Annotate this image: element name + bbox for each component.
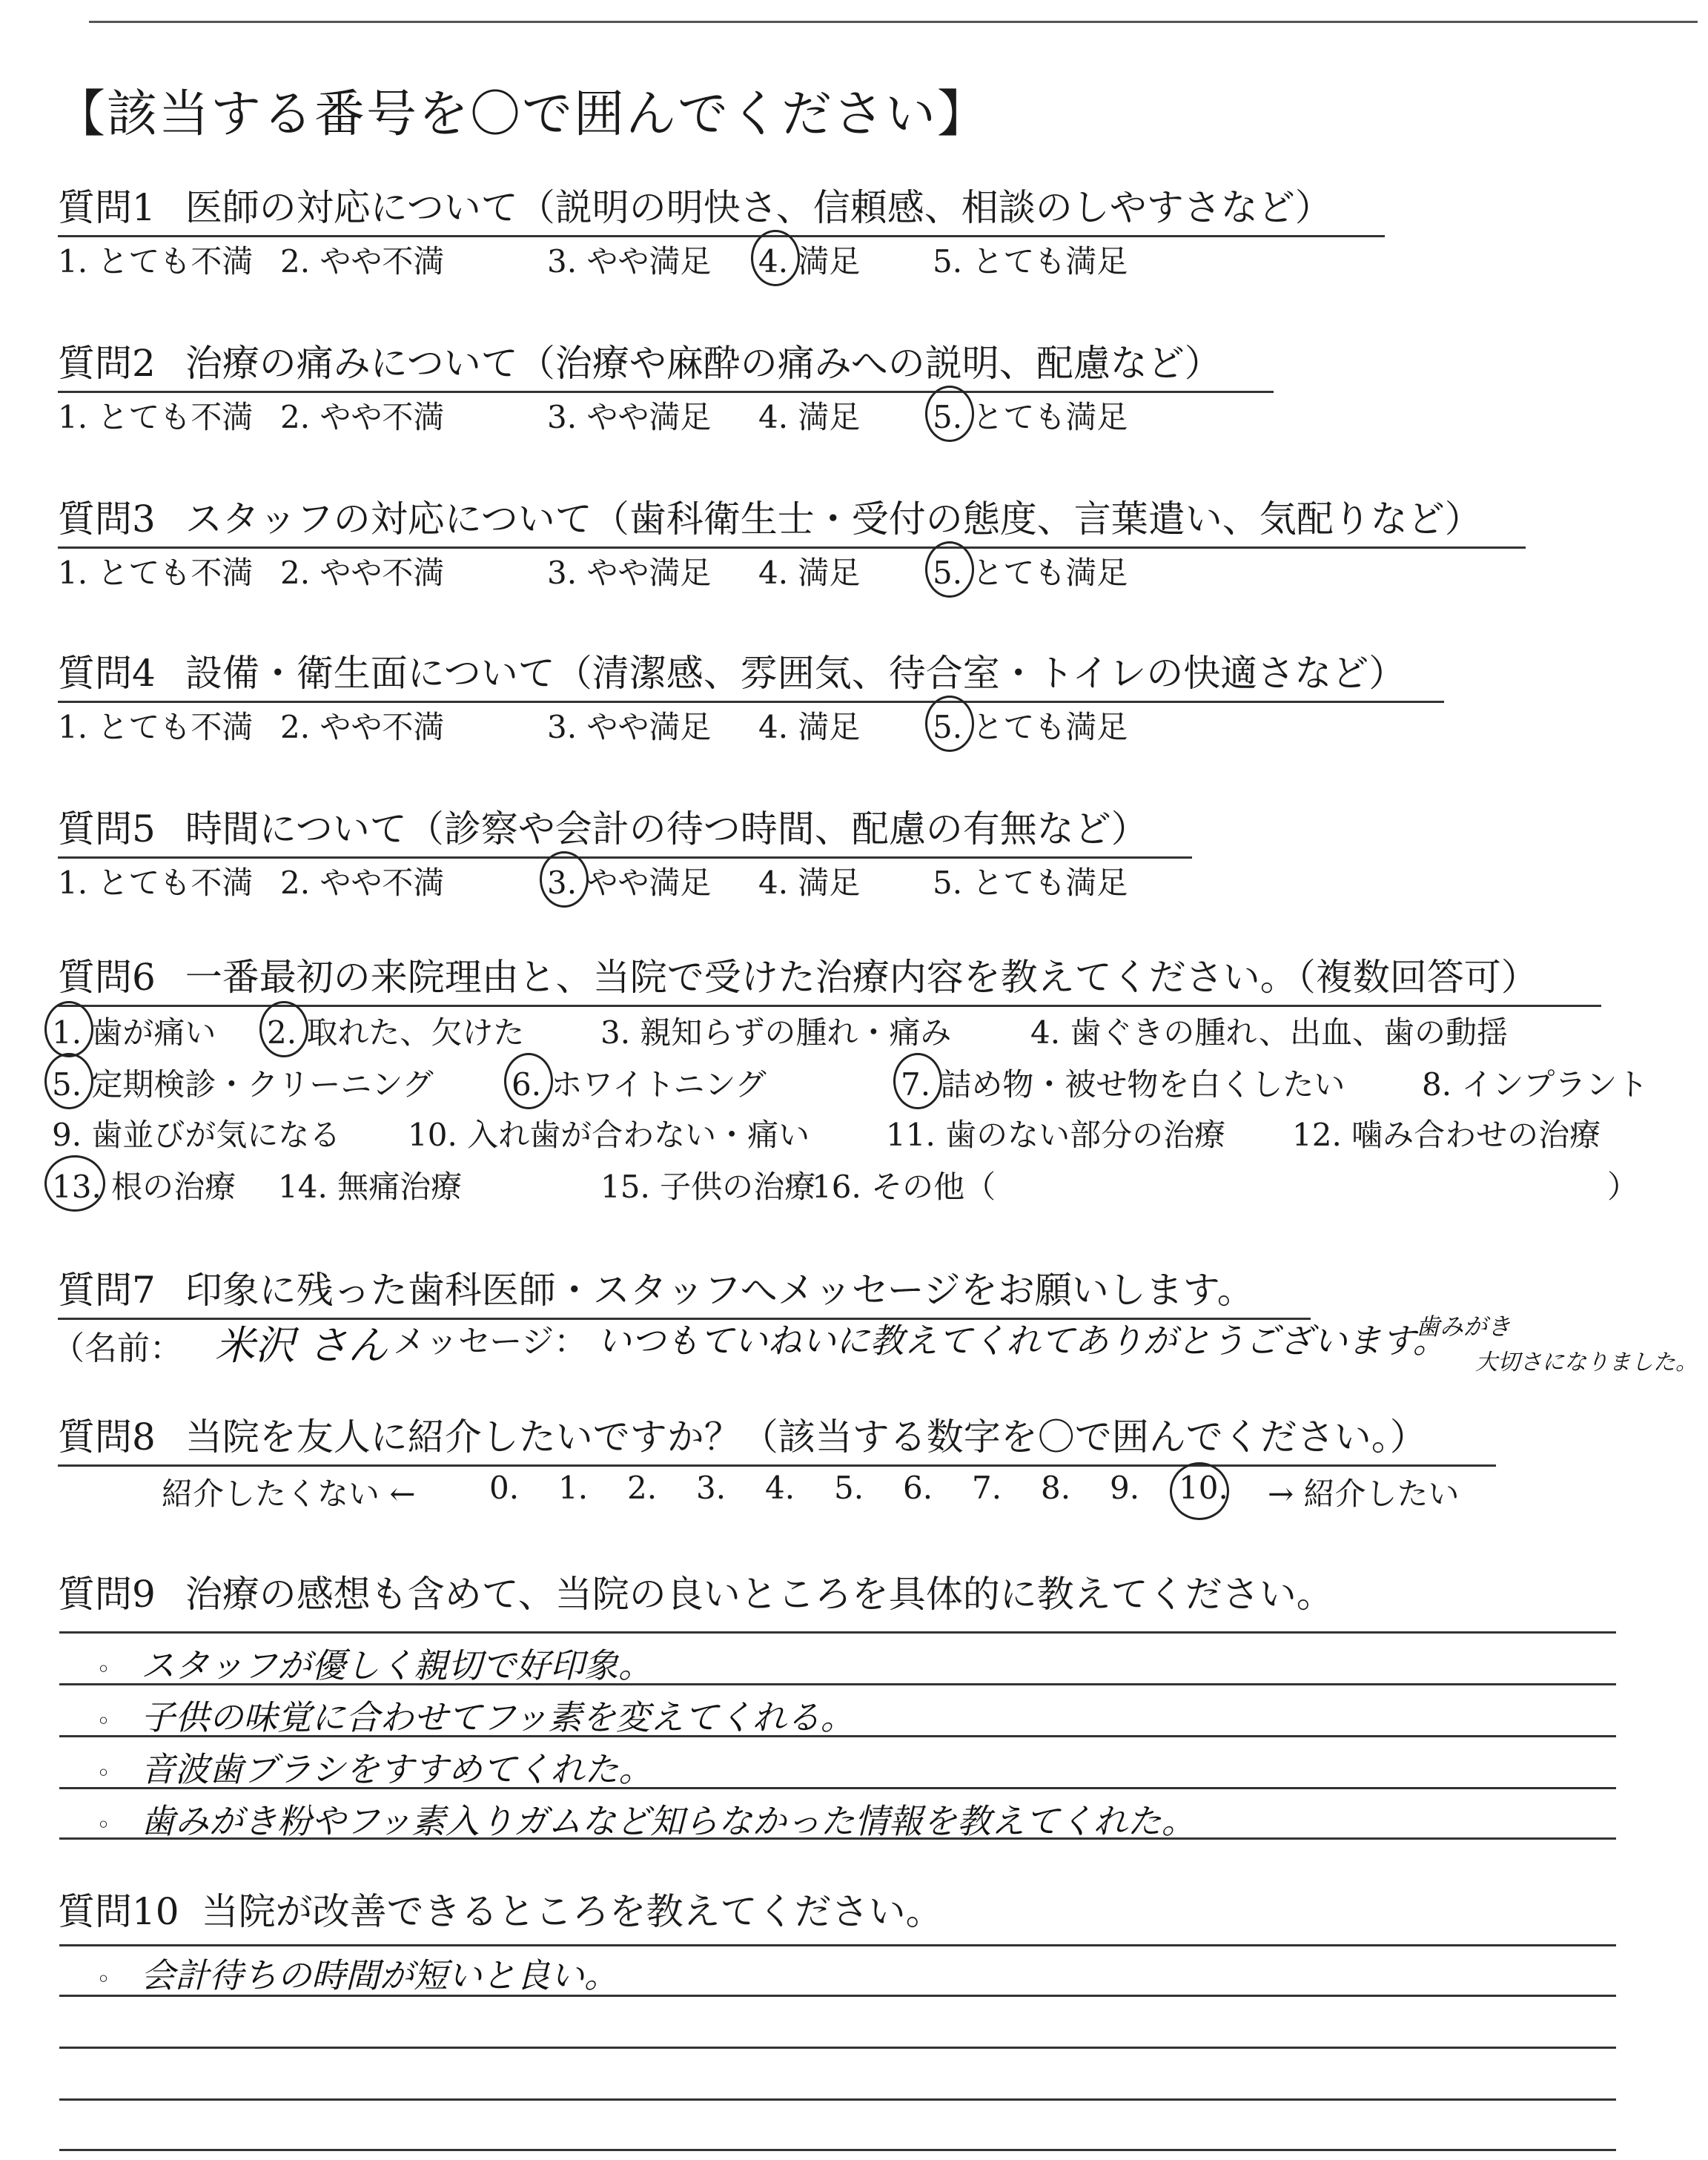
q6-option[interactable]: 6. ホワイトニング — [512, 1066, 767, 1103]
q5-option[interactable]: 1. とても不満 — [58, 865, 254, 901]
q8-title — [58, 1407, 1427, 1461]
q10-answer — [96, 1949, 618, 1998]
q8-scale-option[interactable]: 5. — [834, 1470, 864, 1506]
q1-label: 質問1 — [58, 186, 156, 229]
q7-title — [58, 1261, 1254, 1314]
q10-text: 当院が改善できるところを教えてください。 — [201, 1890, 943, 1933]
q3-option[interactable]: 5. とても満足 — [933, 555, 1128, 591]
q3-option[interactable]: 2. やや不満 — [280, 555, 445, 591]
q6-text: 一番最初の来院理由と、当院で受けた治療内容を教えてください。（複数回答可） — [185, 956, 1538, 999]
answer-rule-line — [59, 2047, 1616, 2049]
q9-answer — [96, 1691, 855, 1740]
q9-answer-text: 歯みがき粉やフッ素入りガムなど知らなかった情報を教えてくれた。 — [141, 1801, 1196, 1841]
q6-option[interactable]: 10. 入れ歯が合わない・痛い — [408, 1117, 810, 1153]
answer-rule-line — [59, 2149, 1616, 2151]
q6-title — [58, 948, 1538, 1001]
q4-label: 質問4 — [58, 652, 156, 695]
q4-option[interactable]: 1. とても不満 — [58, 709, 254, 745]
q2-text: 治療の痛みについて（治療や麻酔の痛みへの説明、配慮など） — [185, 342, 1222, 385]
q3-label: 質問3 — [58, 498, 156, 541]
q7-text: 印象に残った歯科医師・スタッフへメッセージをお願いします。 — [185, 1269, 1254, 1312]
q8-right-label: → 紹介したい — [1268, 1476, 1460, 1512]
q7-message-cont-1: 歯みがき — [1416, 1312, 1512, 1341]
q4-underline — [58, 701, 1444, 703]
q8-left-label: 紹介したくない ← — [162, 1476, 416, 1512]
q9-answer — [96, 1743, 652, 1791]
q7-message-value: いつもていねいに教えてくれてありがとうございます。 — [597, 1321, 1447, 1361]
q9-answer-text: 音波歯ブラシをすすめてくれた。 — [141, 1749, 653, 1789]
answer-rule-line — [59, 1944, 1616, 1946]
q9-answer-text: 子供の味覚に合わせてフッ素を変えてくれる。 — [141, 1697, 855, 1737]
q3-option[interactable]: 4. 満足 — [758, 555, 861, 591]
q6-option[interactable]: 13. 根の治療 — [52, 1169, 236, 1205]
selection-circle — [1170, 1462, 1229, 1520]
bullet-icon: ◦ — [96, 1707, 110, 1735]
q8-text: 当院を友人に紹介したいですか？（該当する数字を〇で囲んでください。） — [185, 1416, 1427, 1459]
q1-title — [58, 178, 1332, 231]
q6-option[interactable]: 4. 歯ぐきの腫れ、出血、歯の動揺 — [1030, 1014, 1508, 1051]
selection-circle — [925, 696, 974, 752]
q6-option[interactable]: 15. 子供の治療 — [600, 1169, 816, 1205]
q6-option[interactable]: 14. 無痛治療 — [278, 1169, 463, 1205]
q7-message-label: メッセージ： — [393, 1323, 587, 1361]
q7-label: 質問7 — [58, 1269, 156, 1312]
q8-underline — [58, 1464, 1496, 1467]
q6-option[interactable]: 7. 詰め物・被せ物を白くしたい — [901, 1066, 1345, 1103]
q2-option[interactable]: 4. 満足 — [758, 399, 861, 435]
q6-option[interactable]: 11. 歯のない部分の治療 — [886, 1117, 1226, 1153]
q9-label: 質問9 — [58, 1573, 156, 1616]
q8-scale-option[interactable]: 10. — [1179, 1470, 1228, 1506]
selection-circle — [44, 1001, 93, 1057]
q6-option[interactable]: 16. その他（ — [812, 1169, 996, 1205]
q7-message-row — [393, 1314, 1447, 1363]
q2-title — [58, 334, 1222, 387]
q8-scale-option[interactable]: 2. — [627, 1470, 658, 1506]
selection-circle — [925, 386, 974, 442]
q8-scale-option[interactable]: 7. — [972, 1470, 1002, 1506]
q6-option[interactable]: 12. 噛み合わせの治療 — [1292, 1117, 1601, 1153]
bullet-icon: ◦ — [96, 1811, 110, 1839]
selection-circle — [925, 541, 974, 598]
q9-answer-text: スタッフが優しく親切で好印象。 — [141, 1645, 652, 1685]
page-header: 【該当する番号を〇で囲んでください】 — [55, 85, 990, 144]
q5-text: 時間について（診察や会計の待つ時間、配慮の有無など） — [185, 807, 1148, 851]
q10-title — [58, 1882, 943, 1935]
q6-close-paren: ） — [1607, 1169, 1639, 1205]
q4-text: 設備・衛生面について（清潔感、雰囲気、待合室・トイレの快適さなど） — [185, 652, 1406, 695]
selection-circle — [751, 230, 800, 286]
q6-option[interactable]: 8. インプラント — [1422, 1066, 1649, 1103]
q5-option[interactable]: 3. やや満足 — [547, 865, 712, 901]
q10-answer-text: 会計待ちの時間が短いと良い。 — [141, 1955, 618, 1995]
q5-option[interactable]: 4. 満足 — [758, 865, 861, 901]
q7-message-cont-2: 大切さになりました。 — [1475, 1350, 1698, 1375]
q1-option[interactable]: 4. 満足 — [758, 243, 861, 280]
q8-label: 質問8 — [58, 1416, 156, 1459]
q5-option[interactable]: 5. とても満足 — [933, 865, 1128, 901]
q9-answer — [96, 1794, 1196, 1843]
bullet-icon: ◦ — [96, 1759, 110, 1787]
q6-option[interactable]: 9. 歯並びが気になる — [52, 1117, 341, 1153]
selection-circle — [44, 1155, 105, 1212]
q3-option[interactable]: 3. やや満足 — [547, 555, 712, 591]
q1-underline — [58, 235, 1385, 237]
selection-circle — [259, 1001, 308, 1057]
q7-name-row — [52, 1314, 388, 1371]
q9-title — [58, 1565, 1334, 1618]
q6-option[interactable]: 5. 定期検診・クリーニング — [52, 1066, 434, 1103]
answer-rule-line — [59, 1631, 1616, 1634]
q8-scale-option[interactable]: 6. — [903, 1470, 933, 1506]
q8-scale-option[interactable]: 9. — [1110, 1470, 1140, 1506]
q5-title — [58, 799, 1148, 853]
q2-label: 質問2 — [58, 342, 156, 385]
q9-text: 治療の感想も含めて、当院の良いところを具体的に教えてください。 — [185, 1573, 1334, 1616]
q8-scale-option[interactable]: 4. — [765, 1470, 795, 1506]
selection-circle — [540, 851, 589, 908]
q5-label: 質問5 — [58, 807, 156, 851]
q7-name-value: 米沢 さん — [215, 1322, 388, 1369]
q2-option[interactable]: 3. やや満足 — [547, 399, 712, 435]
q6-option[interactable]: 1. 歯が痛い — [52, 1014, 216, 1051]
q4-option[interactable]: 4. 満足 — [758, 709, 861, 745]
q1-option[interactable]: 1. とても不満 — [58, 243, 254, 280]
q4-option[interactable]: 5. とても満足 — [933, 709, 1128, 745]
bullet-icon: ◦ — [96, 1965, 110, 1993]
q8-scale-option[interactable]: 1. — [558, 1470, 589, 1506]
q3-option[interactable]: 1. とても不満 — [58, 555, 254, 591]
q2-option[interactable]: 5. とても満足 — [933, 399, 1128, 435]
q6-option[interactable]: 3. 親知らずの腫れ・痛み — [600, 1014, 952, 1051]
selection-circle — [893, 1053, 942, 1109]
q8-scale-option[interactable]: 8. — [1041, 1470, 1071, 1506]
q1-option[interactable]: 2. やや不満 — [280, 243, 445, 280]
q8-scale-option[interactable]: 3. — [696, 1470, 726, 1506]
q7-name-label: （名前： — [52, 1330, 182, 1367]
q3-text: スタッフの対応について（歯科衛生士・受付の態度、言葉遣い、気配りなど） — [185, 498, 1482, 541]
q9-answer — [96, 1639, 652, 1688]
q4-option[interactable]: 3. やや満足 — [547, 709, 712, 745]
selection-circle — [504, 1053, 553, 1109]
q5-option[interactable]: 2. やや不満 — [280, 865, 445, 901]
q4-option[interactable]: 2. やや不満 — [280, 709, 445, 745]
top-border-line — [89, 21, 1698, 23]
selection-circle — [44, 1053, 93, 1109]
q1-option[interactable]: 3. やや満足 — [547, 243, 712, 280]
q4-title — [58, 644, 1406, 697]
answer-rule-line — [59, 2098, 1616, 2101]
bullet-icon: ◦ — [96, 1655, 110, 1683]
q6-option[interactable]: 2. 取れた、欠けた — [267, 1014, 525, 1051]
q8-scale-option[interactable]: 0. — [489, 1470, 520, 1506]
q2-option[interactable]: 1. とても不満 — [58, 399, 254, 435]
q1-option[interactable]: 5. とても満足 — [933, 243, 1128, 280]
q6-label: 質問6 — [58, 956, 156, 999]
q10-label: 質問10 — [58, 1890, 179, 1933]
q2-option[interactable]: 2. やや不満 — [280, 399, 445, 435]
q1-text: 医師の対応について（説明の明快さ、信頼感、相談のしやすさなど） — [185, 186, 1332, 229]
q3-title — [58, 489, 1482, 543]
